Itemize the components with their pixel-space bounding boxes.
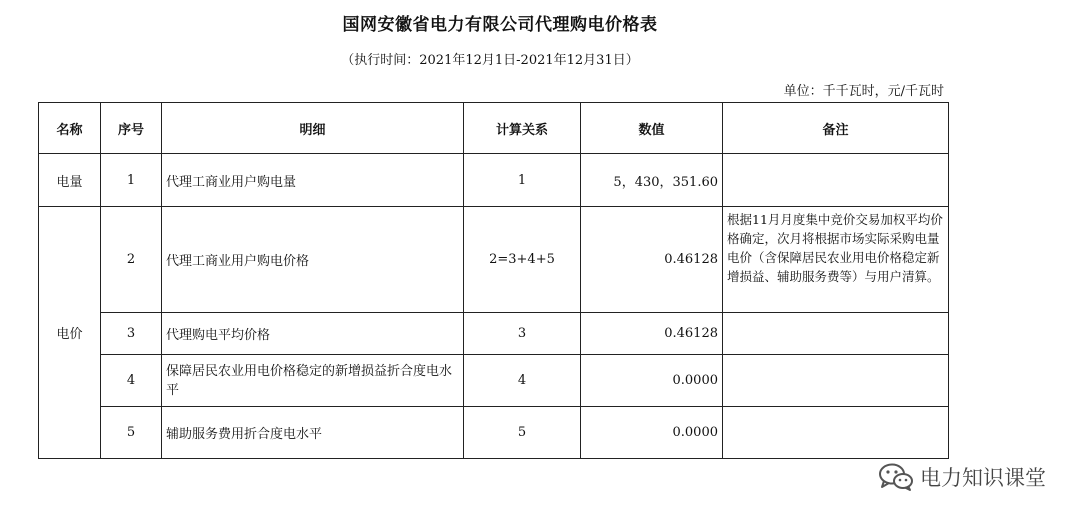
table-row xyxy=(39,355,949,407)
unit-label: 单位：千千瓦时，元/千瓦时 xyxy=(783,84,944,99)
row-value: 0.46128 xyxy=(581,207,723,313)
row-value: 0.46128 xyxy=(581,313,723,355)
row-detail: 代理工商业用户购电量 xyxy=(162,154,464,207)
table-header-row xyxy=(39,103,949,154)
table-row xyxy=(39,207,949,313)
row-detail: 代理工商业用户购电价格 xyxy=(162,207,464,313)
header-value: 数值 xyxy=(581,103,723,154)
row-seq: 3 xyxy=(101,313,162,355)
execution-period: （执行时间：2021年12月1日-2021年12月31日） xyxy=(341,53,639,68)
row-value: 0.0000 xyxy=(581,407,723,459)
header-detail: 明细 xyxy=(162,103,464,154)
row-detail: 保障居民农业用电价格稳定的新增损益折合度电水平 xyxy=(162,355,464,407)
row-seq: 4 xyxy=(101,355,162,407)
row-calc: 4 xyxy=(464,355,581,407)
header-note: 备注 xyxy=(723,103,949,154)
row-seq: 5 xyxy=(101,407,162,459)
row-note xyxy=(723,355,949,407)
row-value: 0.0000 xyxy=(581,355,723,407)
header-seq: 序号 xyxy=(101,103,162,154)
row-value: 5，430，351.60 xyxy=(581,154,723,207)
row-seq: 2 xyxy=(101,207,162,313)
header-name: 名称 xyxy=(39,103,101,154)
header-calc: 计算关系 xyxy=(464,103,581,154)
row-calc: 3 xyxy=(464,313,581,355)
watermark xyxy=(878,462,1046,492)
table-row xyxy=(39,407,949,459)
page-title: 国网安徽省电力有限公司代理购电价格表 xyxy=(342,15,658,35)
group-quantity: 电量 xyxy=(39,154,101,207)
wechat-icon xyxy=(878,462,914,492)
row-note xyxy=(723,313,949,355)
row-note: 根据11月月度集中竞价交易加权平均价格确定，次月将根据市场实际采购电量电价（含保障居民农业用电价格稳定新增损益、辅助服务费等）与用户清算。 xyxy=(723,207,949,313)
row-calc: 5 xyxy=(464,407,581,459)
row-detail: 辅助服务费用折合度电水平 xyxy=(162,407,464,459)
watermark-text: 电力知识课堂 xyxy=(920,466,1046,490)
row-note xyxy=(723,407,949,459)
group-price: 电价 xyxy=(39,207,101,459)
row-note xyxy=(723,154,949,207)
row-detail: 代理购电平均价格 xyxy=(162,313,464,355)
row-calc: 2=3+4+5 xyxy=(464,207,581,313)
table-row xyxy=(39,313,949,355)
row-calc: 1 xyxy=(464,154,581,207)
table-row xyxy=(39,154,949,207)
price-table xyxy=(38,102,949,459)
row-seq: 1 xyxy=(101,154,162,207)
